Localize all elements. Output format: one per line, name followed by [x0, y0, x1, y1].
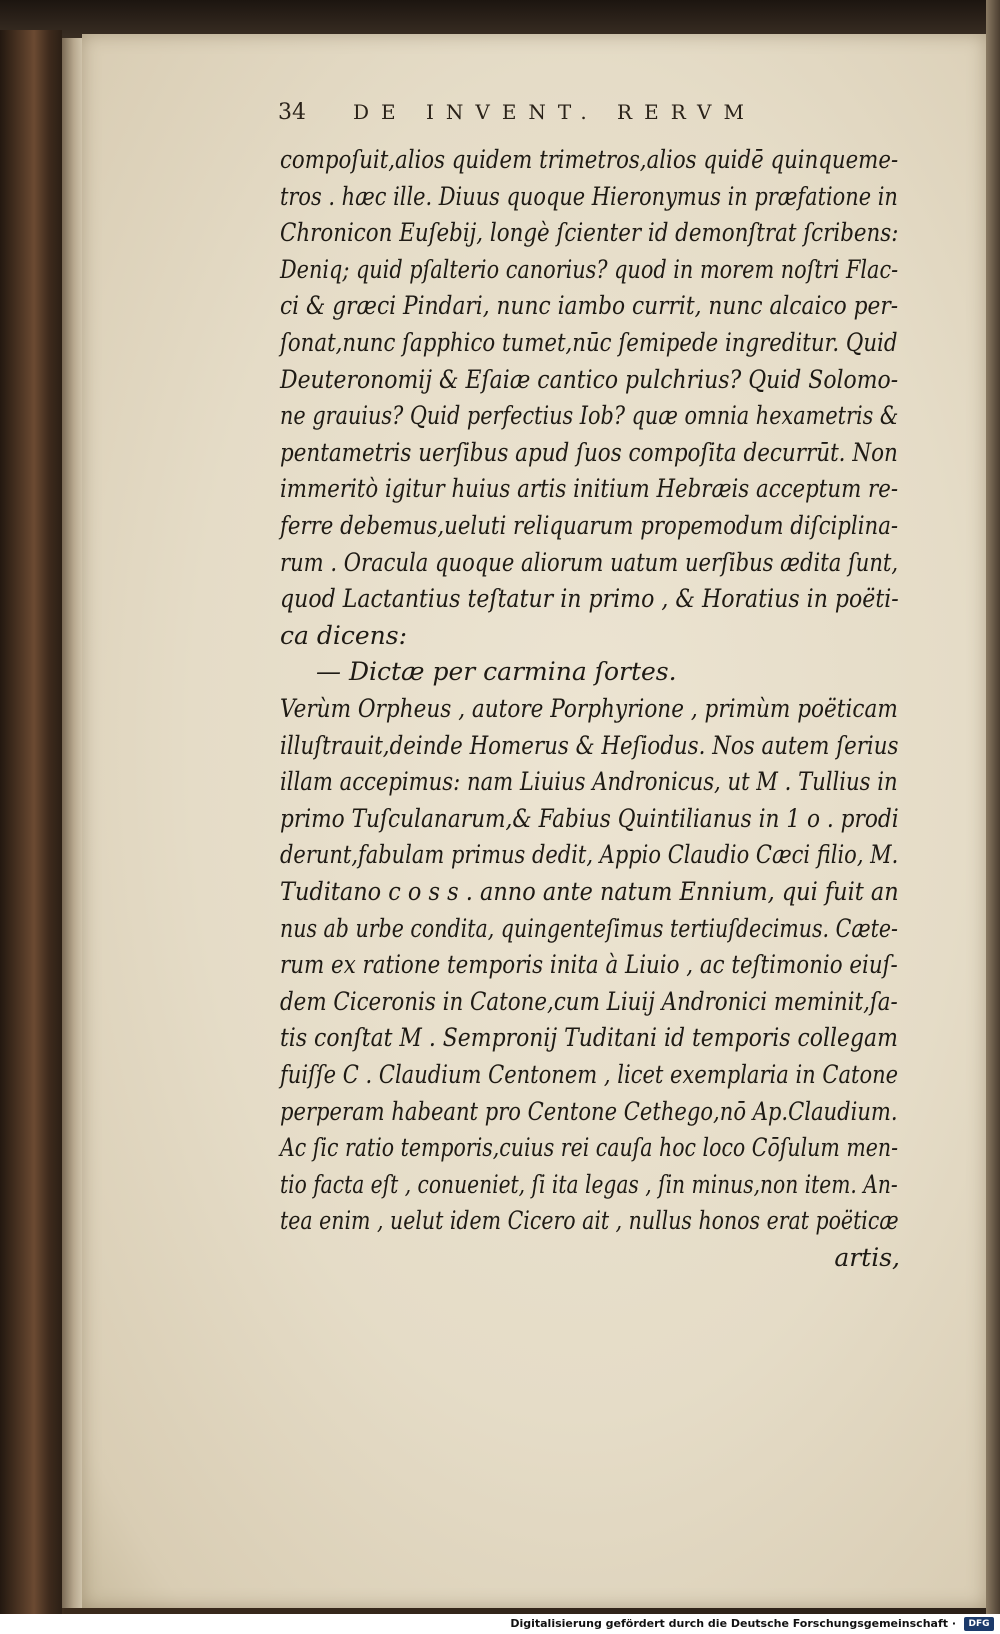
text-line: illuſtrauit,deinde Homerus & Heſiodus. Nos autem ſerius: [280, 730, 899, 760]
book-spine: [0, 30, 62, 1614]
text-line: Chronicon Euſebij, longè ſcienter id demonſtrat ſcribens:: [280, 218, 899, 248]
text-line: ca dicens:: [280, 620, 408, 650]
catchword: artis,: [834, 1243, 900, 1272]
text-line: quod Lactantius teſtatur in primo , & Horatius in poëti-: [280, 584, 899, 614]
page-number: 34: [278, 100, 306, 125]
text-line: tis conſtat M . Sempronij Tuditani id temporis collegam: [280, 1023, 898, 1053]
text-line: nus ab urbe condita, quingenteſimus tertiuſdecimus. Cæte-: [280, 913, 899, 943]
text-line: ſonat,nunc ſapphico tumet,nūc ſemipede ingreditur. Quid: [280, 328, 898, 357]
text-line: tros . hæc ille. Diuus quoque Hieronymus in præfatione in: [280, 181, 898, 211]
text-line: immeritò igitur huius artis initium Hebræis acceptum re-: [280, 474, 899, 504]
text-line: derunt,fabulam primus dedit, Appio Claudio Cæci filio, M.: [280, 840, 899, 870]
dfg-logo-icon: DFG: [964, 1617, 994, 1631]
text-line: ci & græci Pindari, nunc iambo currit, nunc alcaico per-: [280, 291, 899, 321]
text-line: compoſuit,alios quidem trimetros,alios quidē quinqueme-: [280, 145, 899, 174]
page-gutter: [62, 38, 82, 1608]
text-line: Verùm Orpheus , autore Porphyrione , primùm poëticam: [280, 694, 898, 723]
text-line: perperam habeant pro Centone Cethego,nō Ap.Claudium.: [280, 1096, 898, 1126]
text-line: tea enim , uelut idem Cicero ait , nullus honos erat poëticæ: [280, 1206, 899, 1236]
text-line: dem Ciceronis in Catone,cum Liuij Andronici meminit,ſa-: [280, 986, 898, 1016]
text-line: fuiſſe C . Claudium Centonem , licet exemplaria in Catone: [280, 1060, 899, 1089]
text-line: ne grauius? Quid perfectius Iob? quæ omnia hexametris &: [280, 401, 899, 431]
text-line: illam accepimus: nam Liuius Andronicus, ut M . Tullius in: [280, 767, 898, 797]
text-line: Ac ſic ratio temporis,cuius rei cauſa hoc loco Cōſulum men-: [280, 1133, 899, 1163]
text-line: Deniq; quid pſalterio canorius? quod in morem noſtri Flac-: [280, 254, 899, 284]
text-line: tio facta eſt , conueniet, ſi ita legas , ſin minus,non item. An-: [280, 1169, 898, 1199]
text-line: Deuteronomij & Eſaiæ cantico pulchrius? Quid Solomo-: [280, 364, 899, 394]
text-line: pentametris uerſibus apud ſuos compoſita decurrūt. Non: [280, 437, 898, 467]
page-fore-edge: [986, 0, 1000, 1614]
text-line: — Dictæ per carmina ſortes.: [316, 657, 677, 687]
running-head: [278, 100, 798, 130]
footer-bar: [0, 1614, 1000, 1634]
running-title: DE INVENT. RERVM: [353, 100, 756, 124]
text-line: primo Tuſculanarum,& Fabius Quintilianus in 1 o . prodi: [280, 803, 899, 833]
text-line: rum ex ratione temporis inita à Liuio , ac teſtimonio eiuſ-: [280, 950, 898, 980]
text-line: ferre debemus,ueluti reliquarum propemodum diſciplina-: [280, 511, 899, 540]
text-line: rum . Oracula quoque aliorum uatum uerſibus ædita ſunt,: [280, 547, 899, 577]
funding-credit: Digitalisierung gefördert durch die Deutsche Forschungsgemeinschaft ·: [510, 1617, 956, 1630]
text-line: Tuditano c o s s . anno ante natum Ennium, qui fuit an: [280, 877, 899, 906]
